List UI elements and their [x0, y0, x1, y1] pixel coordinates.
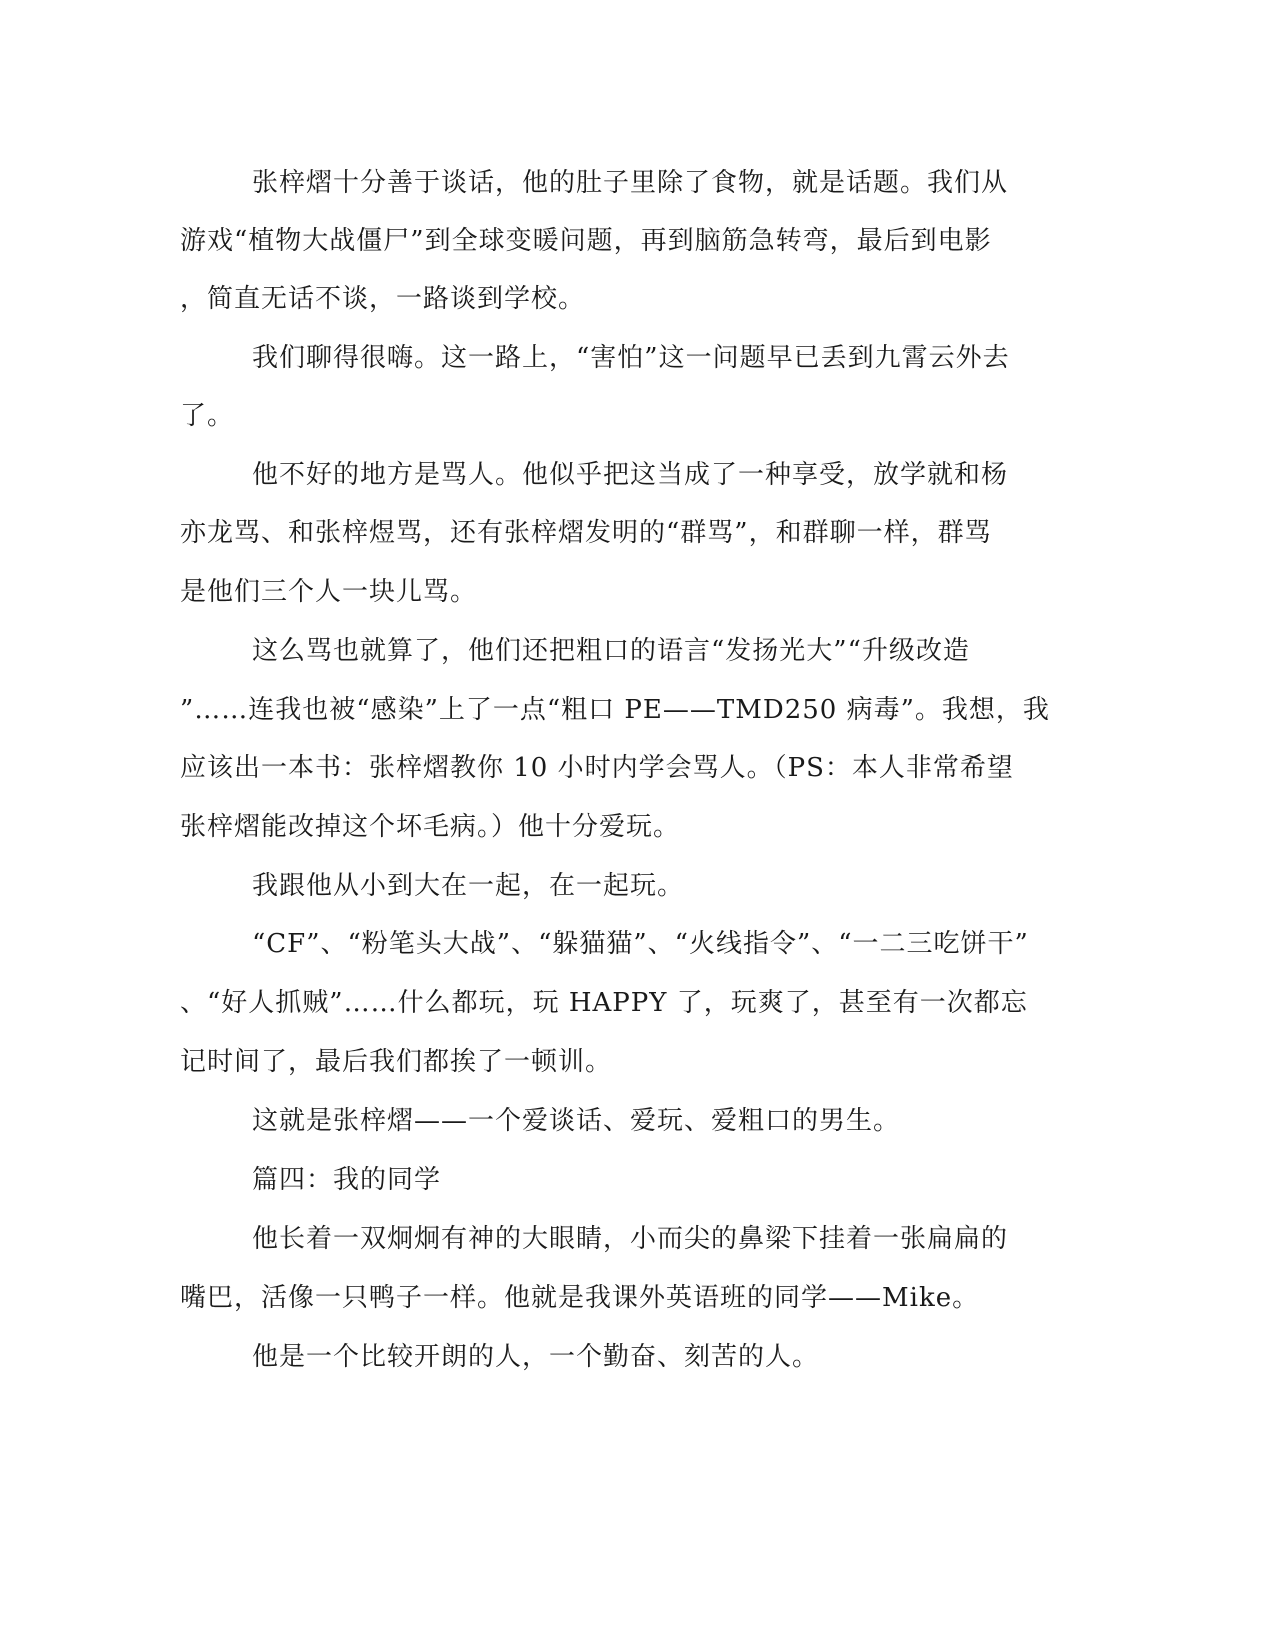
text-line: 游戏“植物大战僵尸”到全球变暖问题，再到脑筋急转弯，最后到电影 — [180, 226, 992, 256]
text-line: 亦龙骂、和张梓煜骂，还有张梓熠发明的“群骂”，和群聊一样，群骂 — [180, 518, 992, 548]
text-line: 、“好人抓贼”……什么都玩，玩 HAPPY 了，玩爽了，甚至有一次都忘 — [180, 988, 1028, 1018]
text-line: 我们聊得很嗨。这一路上，“害怕”这一问题早已丢到九霄云外去 — [252, 343, 1010, 373]
text-line: “CF”、“粉笔头大战”、“躲猫猫”、“火线指令”、“一二三吃饼干” — [252, 929, 1029, 959]
section-heading: 篇四：我的同学 — [252, 1165, 442, 1195]
text-line: 他是一个比较开朗的人，一个勤奋、刻苦的人。 — [252, 1342, 820, 1372]
text-line: 这么骂也就算了，他们还把粗口的语言“发扬光大”“升级改造 — [252, 636, 970, 666]
text-line: 这就是张梓熠——一个爱谈话、爱玩、爱粗口的男生。 — [252, 1106, 901, 1136]
text-line: ，简直无话不谈，一路谈到学校。 — [180, 284, 586, 314]
text-line: 了。 — [180, 401, 235, 431]
text-line: 是他们三个人一块儿骂。 — [180, 577, 478, 607]
text-line: ”……连我也被“感染”上了一点“粗口 PE——TMD250 病毒”。我想，我 — [180, 695, 1050, 725]
text-line: 张梓熠能改掉这个坏毛病。）他十分爱玩。 — [180, 812, 681, 842]
text-line: 他不好的地方是骂人。他似乎把这当成了一种享受，放学就和杨 — [252, 460, 1009, 490]
text-line: 记时间了，最后我们都挨了一顿训。 — [180, 1047, 613, 1077]
text-line: 我跟他从小到大在一起，在一起玩。 — [252, 871, 685, 901]
text-line: 应该出一本书：张梓熠教你 10 小时内学会骂人。（PS：本人非常希望 — [180, 753, 1014, 783]
text-line: 他长着一双炯炯有神的大眼睛，小而尖的鼻梁下挂着一张扁扁的 — [252, 1224, 1009, 1254]
text-line: 张梓熠十分善于谈话，他的肚子里除了食物，就是话题。我们从 — [252, 168, 1009, 198]
text-line: 嘴巴，活像一只鸭子一样。他就是我课外英语班的同学——Mike。 — [180, 1283, 980, 1313]
